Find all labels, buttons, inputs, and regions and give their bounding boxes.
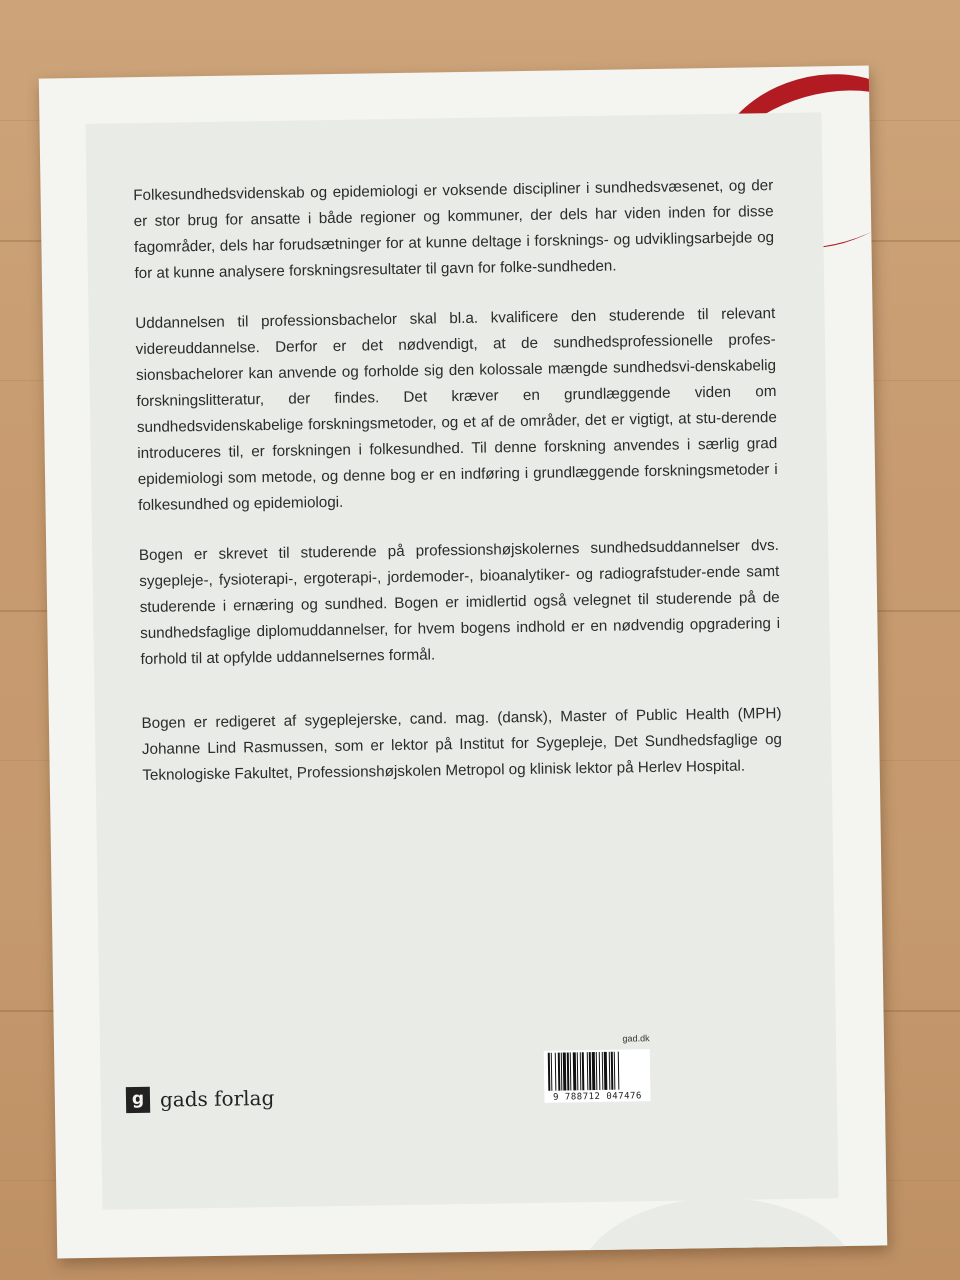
barcode-bar <box>609 1052 611 1090</box>
cover-blurb <box>133 173 783 813</box>
barcode-bar <box>558 1053 561 1091</box>
publisher-website: gad.dk <box>622 1033 650 1044</box>
barcode-bar <box>580 1052 582 1090</box>
barcode-bar <box>582 1052 585 1090</box>
barcode-block <box>543 1033 650 1103</box>
barcode-bar <box>592 1052 596 1090</box>
barcode-bar <box>567 1052 570 1090</box>
barcode-bar <box>587 1052 589 1090</box>
barcode-bar <box>561 1053 563 1091</box>
barcode-bar <box>602 1052 604 1090</box>
barcode-bar <box>596 1052 598 1090</box>
barcode-bar <box>611 1052 614 1090</box>
barcode-bar <box>551 1053 553 1091</box>
blurb-paragraph-3: Bogen er skrevet til studerende på professionshøjskolernes sundhedsuddannelser dvs. sygepleje-, fysioterapi-, ergoterapi-, jordemoder-, bioanalytiker- og radiografstuder-ende samt studerende i ernæring og sundhed. Bogen er imidlertid også velegnet til studerende på de sundhedsfaglige diplomuddannelser, for hvem bogens indhold er en nødvendig opgradering i forhold til at opfylde uddannelsernes formål. <box>138 536 781 669</box>
barcode-bar <box>618 1052 620 1090</box>
barcode-icon <box>544 1049 651 1093</box>
barcode-bar <box>548 1053 551 1091</box>
barcode-bar <box>604 1052 608 1090</box>
blurb-paragraph-4: Bogen er redigeret af sygeplejerske, cand. mag. (dansk), Master of Public Health (MPH) Johanne Lind Rasmussen, som er lektor på Institut for Sygepleje, Det Sundhedsfaglige og Teknologiske Fakultet, Professionshøjskolen Metropol og klinisk lektor på Herlev Hospital. <box>141 704 783 784</box>
barcode-bar <box>589 1052 592 1090</box>
publisher-name: gads forlag <box>159 1085 275 1112</box>
barcode-bar <box>570 1052 572 1090</box>
isbn-number: 9 788712 047476 <box>544 1091 650 1103</box>
barcode-bar <box>563 1052 567 1090</box>
barcode-bar <box>599 1052 601 1090</box>
barcode-bar <box>555 1053 557 1091</box>
barcode-bar <box>614 1052 616 1090</box>
blurb-paragraph-1: Folkesundhedsvidenskab og epidemiologi er voksende discipliner i sundhedsvæsenet, og der er stor brug for ansatte i både regioner og kommuner, der dels har viden inden for disse fagområder, dels har forudsætninger for at kunne deltage i forsknings- og udviklingsarbejde og for at kunne analysere forskningsresultater til gavn for folke-sundheden. <box>133 177 775 283</box>
barcode-bar <box>577 1052 579 1090</box>
blurb-paragraph-2: Uddannelsen til professionsbachelor skal bl.a. kvalificere den studerende til relevant videreuddannelse. Derfor er det nødvendigt, at de sundhedsprofessionelle profes-sionsbachelorer kan anvende og forholde sig den kolossale mængde sundhedsvi-denskabelig forskningslitteratur, der findes. Det kræver en grundlæggende viden om sundhedsvidenskabelige forskningsmetoder, og et af de områder, det er vigtigt, at stu-derende introduceres til, er forskningen i folkesundhed. Til denne forskning anvendes i særlig grad epidemiologi som metode, og denne bog er en indføring i grundlæggende forskningsmetoder i folkesundhed og epidemiologi. <box>135 304 778 515</box>
publisher-logo-icon: g <box>126 1087 150 1113</box>
barcode-bar <box>573 1052 577 1090</box>
publisher-imprint <box>126 1085 275 1113</box>
